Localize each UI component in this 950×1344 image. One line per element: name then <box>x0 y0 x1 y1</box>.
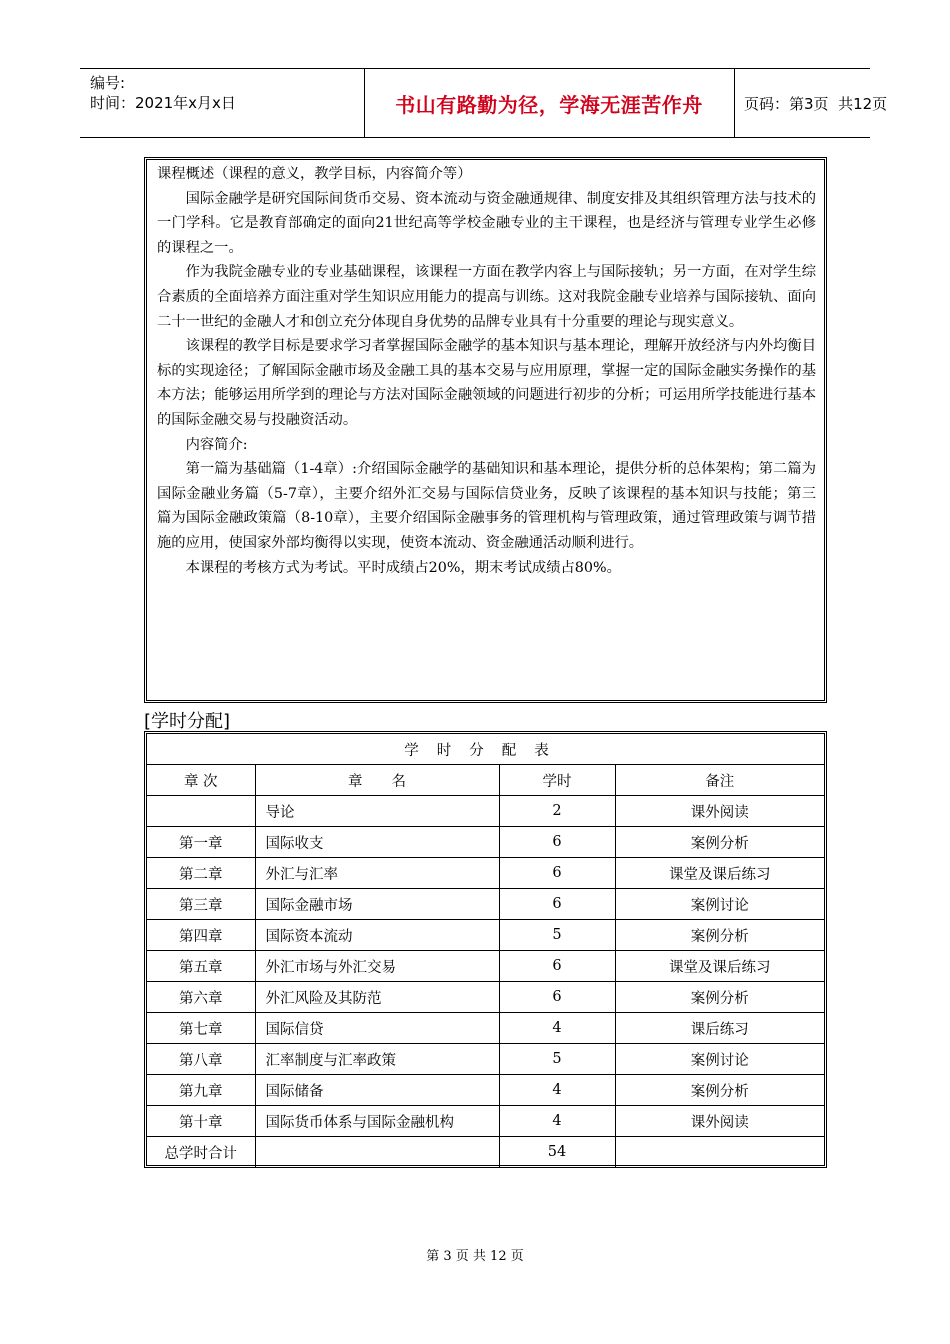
cell-name: 导论 <box>255 796 499 827</box>
cell-name: 外汇与汇率 <box>255 858 499 889</box>
cell-name: 国际收支 <box>255 827 499 858</box>
cell-chapter: 第九章 <box>147 1075 255 1106</box>
cell-note: 案例讨论 <box>615 889 824 920</box>
cell-hours: 6 <box>499 951 615 982</box>
table-header-row <box>147 765 824 796</box>
cell-name: 外汇市场与外汇交易 <box>255 951 499 982</box>
table-row <box>147 1106 824 1137</box>
table-row <box>147 920 824 951</box>
table-row <box>147 889 824 920</box>
cell-note: 课堂及课后练习 <box>615 858 824 889</box>
cell-note: 案例分析 <box>615 1075 824 1106</box>
cell-hours: 6 <box>499 827 615 858</box>
cell-hours: 4 <box>499 1106 615 1137</box>
header-page-label: 页码：第3页 共12页 <box>744 94 888 113</box>
table-row <box>147 982 824 1013</box>
doc-time-label: 时间：2021年x月x日 <box>90 94 236 112</box>
cell-hours: 4 <box>499 1075 615 1106</box>
page-header <box>80 68 888 138</box>
course-overview-box <box>144 157 827 703</box>
cell-name: 国际金融市场 <box>255 889 499 920</box>
overview-paragraph: 该课程的教学目标是要求学习者掌握国际金融学的基本知识与基本理论，理解开放经济与内外均衡目标的实现途径；了解国际金融市场及金融工具的基本交易与应用原理，掌握一定的国际金融实务操作的基本方法；能够运用所学到的理论与方法对国际金融领域的问题进行初步的分析；可运用所学技能进行基本的国际金融交易与投融资活动。 <box>157 338 816 428</box>
total-label: 总学时合计 <box>147 1137 255 1168</box>
total-empty-cell <box>255 1137 499 1168</box>
schedule-section-title: [学时分配] <box>144 711 231 732</box>
cell-chapter: 第五章 <box>147 951 255 982</box>
cell-chapter: 第六章 <box>147 982 255 1013</box>
overview-paragraph: 作为我院金融专业的专业基础课程，该课程一方面在教学内容上与国际接轨；另一方面，在对学生综合素质的全面培养方面注重对学生知识应用能力的提高与训练。这对我院金融专业培养与国际接轨、面向二十一世纪的金融人才和创立充分体现自身优势的品牌专业具有十分重要的理论与现实意义。 <box>157 264 816 330</box>
header-page-number <box>744 69 887 137</box>
cell-name: 汇率制度与汇率政策 <box>255 1044 499 1075</box>
cell-note: 案例讨论 <box>615 1044 824 1075</box>
table-title-row <box>147 734 824 765</box>
overview-paragraph: 国际金融学是研究国际间货币交易、资本流动与资金融通规律、制度安排及其组织管理方法与技术的一门学科。它是教育部确定的面向21世纪高等学校金融专业的主干课程，也是经济与管理专业学生必修的课程之一。 <box>157 190 816 256</box>
cell-hours: 6 <box>499 858 615 889</box>
header-motto: 书山有路勤为径，学海无涯苦作舟 <box>395 92 703 117</box>
cell-name: 国际资本流动 <box>255 920 499 951</box>
doc-number-label: 编号: <box>90 74 126 92</box>
cell-note: 案例分析 <box>615 920 824 951</box>
page-footer <box>0 1245 950 1264</box>
table-row <box>147 796 824 827</box>
cell-hours: 6 <box>499 982 615 1013</box>
cell-name: 国际信贷 <box>255 1013 499 1044</box>
cell-note: 课堂及课后练习 <box>615 951 824 982</box>
table-title <box>147 734 824 765</box>
total-hours: 54 <box>499 1137 615 1168</box>
hours-allocation-table <box>144 731 827 1168</box>
overview-paragraph: 本课程的考核方式为考试。平时成绩占20%，期末考试成绩占80%。 <box>185 559 621 576</box>
cell-name: 国际储备 <box>255 1075 499 1106</box>
cell-hours: 6 <box>499 889 615 920</box>
cell-chapter: 第十章 <box>147 1106 255 1137</box>
cell-hours: 5 <box>499 1044 615 1075</box>
header-hours: 学时 <box>499 765 615 796</box>
header-note: 备注 <box>615 765 824 796</box>
cell-chapter: 第一章 <box>147 827 255 858</box>
overview-paragraph: 内容简介: <box>185 436 248 453</box>
table-title-text: 学时分配表 <box>404 742 567 759</box>
cell-hours: 4 <box>499 1013 615 1044</box>
cell-chapter: 第八章 <box>147 1044 255 1075</box>
table-row <box>147 827 824 858</box>
course-overview-content <box>157 162 816 580</box>
cell-note: 课外阅读 <box>615 796 824 827</box>
cell-chapter: 第三章 <box>147 889 255 920</box>
cell-note: 案例分析 <box>615 982 824 1013</box>
header-chapter: 章 次 <box>147 765 255 796</box>
table-row <box>147 858 824 889</box>
cell-name: 外汇风险及其防范 <box>255 982 499 1013</box>
cell-chapter <box>147 796 255 827</box>
table-row <box>147 1013 824 1044</box>
cell-hours: 2 <box>499 796 615 827</box>
table-total-row <box>147 1137 824 1168</box>
cell-chapter: 第四章 <box>147 920 255 951</box>
cell-note: 案例分析 <box>615 827 824 858</box>
table-row <box>147 1075 824 1106</box>
header-meta <box>90 73 280 113</box>
header-name: 章 名 <box>255 765 499 796</box>
total-empty-cell <box>615 1137 824 1168</box>
header-divider <box>734 69 735 137</box>
footer-page-text: 第 3 页 共 12 页 <box>426 1249 524 1264</box>
cell-name: 国际货币体系与国际金融机构 <box>255 1106 499 1137</box>
overview-paragraph: 第一篇为基础篇（1-4章）:介绍国际金融学的基础知识和基本理论，提供分析的总体架构；第二篇为国际金融业务篇（5-7章），主要介绍外汇交易与国际信贷业务，反映了该课程的基本知识与技能；第三篇为国际金融政策篇（8-10章），主要介绍国际金融事务的管理机构与管理政策，通过管理政策与调节措施的应用，使国家外部均衡得以实现，使资本流动、资金融通活动顺利进行。 <box>157 461 816 551</box>
cell-note: 课后练习 <box>615 1013 824 1044</box>
cell-chapter: 第七章 <box>147 1013 255 1044</box>
cell-hours: 5 <box>499 920 615 951</box>
overview-title: 课程概述（课程的意义，教学目标，内容简介等） <box>157 166 472 182</box>
cell-note: 课外阅读 <box>615 1106 824 1137</box>
table-row <box>147 1044 824 1075</box>
cell-chapter: 第二章 <box>147 858 255 889</box>
table-row <box>147 951 824 982</box>
